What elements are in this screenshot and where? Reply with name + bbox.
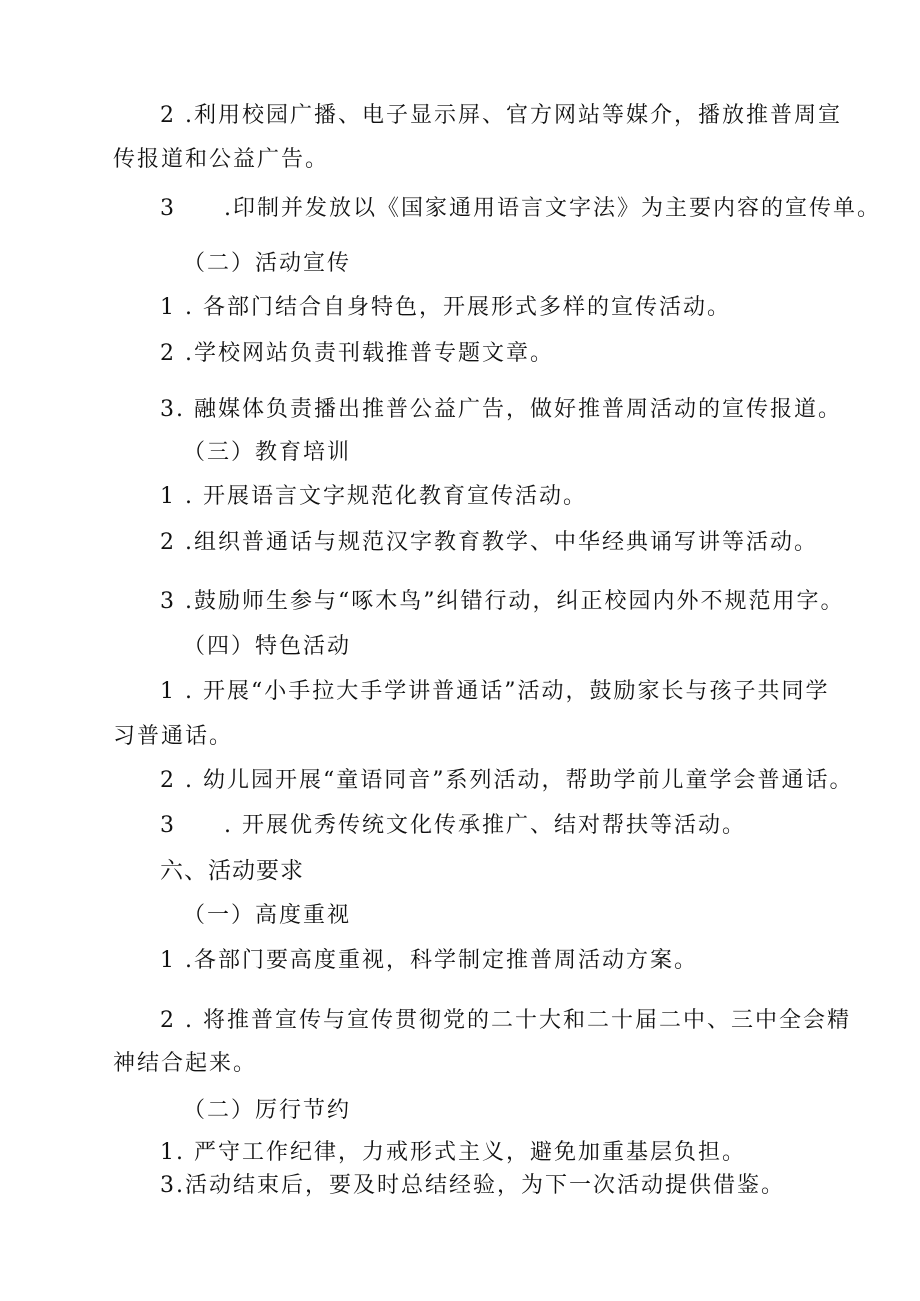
paragraph-line: 3 .印制并发放以《国家通用语言文字法》为主要内容的宣传单。 bbox=[160, 196, 881, 221]
section-subheading: （四）特色活动 bbox=[183, 634, 352, 659]
section-subheading: （三）教育培训 bbox=[183, 440, 352, 465]
paragraph-line: 3. 融媒体负责播出推普公益广告，做好推普周活动的宣传报道。 bbox=[160, 397, 842, 422]
paragraph-line: 1. 严守工作纪律，力戒形式主义，避免加重基层负担。 bbox=[160, 1140, 746, 1165]
paragraph-line: 3 .鼓励师生参与“啄木鸟”纠错行动，纠正校园内外不规范用字。 bbox=[160, 589, 845, 614]
paragraph-line: 1 .各部门要高度重视，科学制定推普周活动方案。 bbox=[160, 948, 698, 973]
section-subheading: （二）厉行节约 bbox=[183, 1098, 352, 1123]
paragraph-line: 神结合起来。 bbox=[113, 1051, 258, 1076]
section-subheading: （一）高度重视 bbox=[183, 903, 352, 928]
section-heading: 六、活动要求 bbox=[160, 858, 304, 884]
paragraph-line: 习普通话。 bbox=[113, 724, 234, 749]
paragraph-line: 3.活动结束后，要及时总结经验，为下一次活动提供借鉴。 bbox=[160, 1173, 785, 1198]
paragraph-line: 1 . 各部门结合自身特色，开展形式多样的宣传活动。 bbox=[160, 295, 731, 320]
paragraph-line: 1 . 开展“小手拉大手学讲普通话”活动，鼓励家长与孩子共同学 bbox=[160, 679, 830, 704]
paragraph-line: 3 . 开展优秀传统文化传承推广、结对帮扶等活动。 bbox=[160, 813, 746, 838]
section-subheading: （二）活动宣传 bbox=[183, 251, 352, 276]
paragraph-line: 2 .利用校园广播、电子显示屏、官方网站等媒介，播放推普周宣 bbox=[160, 103, 842, 128]
paragraph-line: 传报道和公益广告。 bbox=[113, 147, 330, 172]
paragraph-line: 2 .学校网站负责刊载推普专题文章。 bbox=[160, 341, 554, 366]
paragraph-line: 2 . 幼儿园开展“童语同音”系列活动，帮助学前儿童学会普通话。 bbox=[160, 768, 854, 793]
paragraph-line: 1 . 开展语言文字规范化教育宣传活动。 bbox=[160, 484, 587, 509]
paragraph-line: 2 . 将推普宣传与宣传贯彻党的二十大和二十届二中、三中全会精 bbox=[160, 1008, 851, 1033]
paragraph-line: 2 .组织普通话与规范汉字教育教学、中华经典诵写讲等活动。 bbox=[160, 530, 818, 555]
